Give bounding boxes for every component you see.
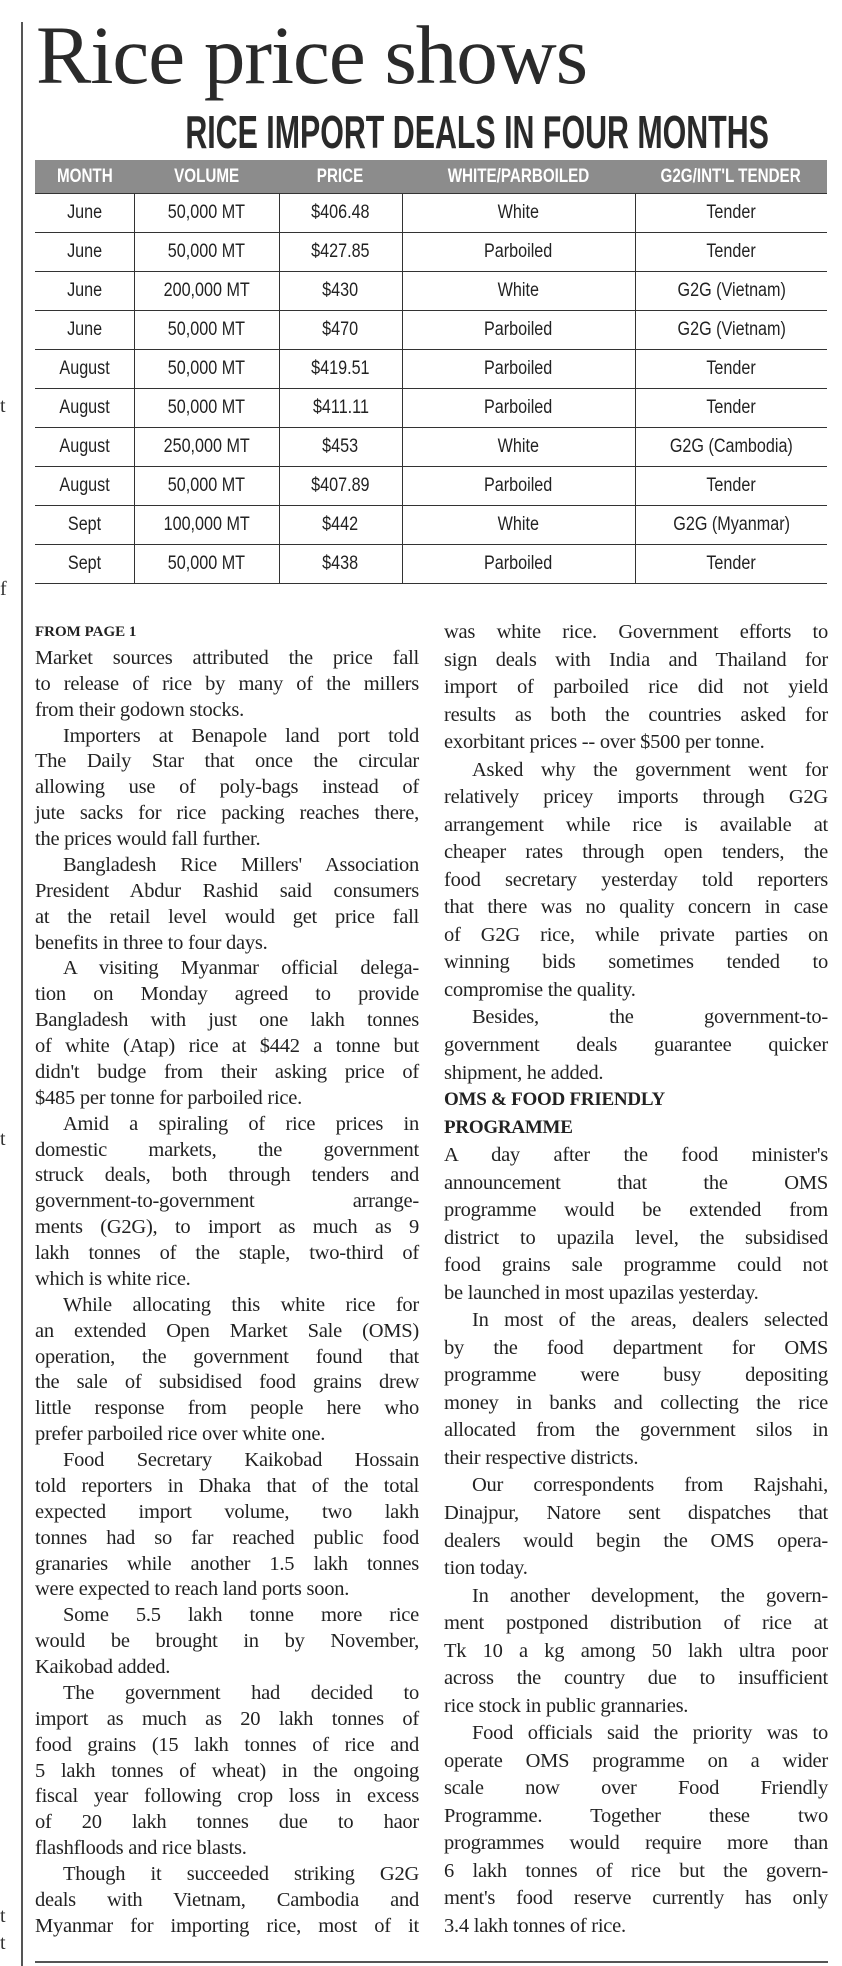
table-cell [279,467,402,506]
paragraph-line: across the country due to insufficient [444,1667,828,1690]
table-title: RICE IMPORT DEALS IN FOUR MONTHS [185,106,769,158]
table-cell [35,272,134,311]
cell-text: $453 [322,436,359,457]
table-cell [635,194,827,233]
paragraph-line: Food officials said the priority was to [472,1722,828,1745]
table-row [35,194,827,233]
paragraph-line: sign deals with India and Thailand for [444,648,828,671]
cell-text: June [66,319,102,340]
paragraph-line: the prices would fall further. [35,828,261,850]
paragraph-line: was white rice. Government efforts to [444,621,828,643]
column-header-label: WHITE/PARBOILED [447,165,590,187]
paragraph-line: of G2G rice, while private parties on [444,923,828,946]
table-title-wrap [35,108,827,156]
subheading-line: OMS & FOOD FRIENDLY [444,1089,665,1111]
table-header-row [35,160,827,194]
cell-text: $406.48 [311,202,370,223]
cell-text: Parboiled [484,553,553,574]
paragraph-line: $485 per tonne for parboiled rice. [35,1086,303,1109]
column-header [134,160,279,194]
paragraph-line: from their godown stocks. [35,698,244,721]
cell-text: Tender [706,397,756,418]
paragraph-line: Though it succeeded striking G2G [63,1863,419,1885]
paragraph-line: which is white rice. [35,1267,191,1290]
paragraph-line: of white (Atap) rice at $442 a tonne but [35,1035,419,1057]
table-row [35,467,827,506]
paragraph-line: deals with Vietnam, Cambodia and [35,1888,419,1911]
cell-text: $442 [322,514,359,535]
table-cell [279,233,402,272]
paragraph-line: granaries while another 1.5 lakh tonnes [35,1552,419,1575]
paragraph-line: The Daily Star that once the circular [35,750,419,773]
headline: Rice price shows [36,9,588,101]
cell-text: Tender [706,358,756,379]
paragraph-line: jute sacks for rice packing reaches there, [35,802,419,825]
article-column-left [35,620,419,1938]
table-row [35,350,827,389]
cell-text: June [66,280,102,301]
table-row [35,389,827,428]
paragraph-line: Dinajpur, Natore sent dispatches that [444,1502,828,1524]
table-cell [635,506,827,545]
paragraph-line: Tk 10 a kg among 50 lakh ultra poor [444,1639,828,1662]
table-cell [134,389,279,428]
paragraph-line: In another development, the govern- [472,1584,828,1607]
cell-text: $470 [322,319,359,340]
table-cell [35,467,134,506]
paragraph-line: food grains sale programme could not [444,1254,828,1277]
paragraph-line: their respective districts. [444,1446,639,1469]
paragraph-line: Some 5.5 lakh tonne more rice [63,1604,419,1627]
margin-fragment: f [0,578,7,600]
table-cell [134,233,279,272]
paragraph-line: A day after the food minister's [444,1144,828,1167]
paragraph-line: government-to-government arrange- [35,1190,419,1213]
paragraph-line: Besides, the government-to- [472,1006,828,1029]
table-cell [134,428,279,467]
paragraph-line: benefits in three to four days. [35,931,268,954]
paragraph-line: food secretary yesterday told reporters [444,868,828,891]
paragraph-line: allocated from the government silos in [444,1419,828,1442]
cell-text: 250,000 MT [163,436,250,457]
paragraph-line: would be brought in by November, [35,1630,419,1653]
cell-text: $430 [322,280,359,301]
margin-fragment: t [0,1128,6,1150]
cell-text: Sept [67,553,101,574]
paragraph-line: shipment, he added. [444,1061,604,1084]
table-cell [402,545,635,584]
table-cell [134,311,279,350]
paragraph-line: The government had decided to [63,1681,419,1704]
paragraph-line: 5 lakh tonnes of wheat) in the ongoing [35,1759,419,1782]
paragraph-line: of 20 lakh tonnes due to haor [35,1811,419,1834]
cell-text: White [497,280,540,301]
margin-fragment: t [0,1905,6,1927]
paragraph-line: While allocating this white rice for [63,1293,419,1316]
table-cell [279,545,402,584]
paragraph-line: programme would be extended from [444,1199,828,1222]
paragraph-line: operation, the government found that [35,1345,419,1368]
cell-text: 200,000 MT [163,280,250,301]
paragraph-line: operate OMS programme on a wider [444,1749,828,1772]
cell-text: Tender [706,241,756,262]
paragraph-line: Our correspondents from Rajshahi, [472,1474,828,1497]
cell-text: 50,000 MT [167,553,246,574]
cell-text: $407.89 [311,475,370,496]
paragraph-line: domestic markets, the government [35,1138,419,1161]
paragraph-line: scale now over Food Friendly [444,1777,828,1800]
table-cell [279,428,402,467]
paragraph-line: ment's food reserve currently has only [444,1887,828,1910]
column-header-label: G2G/INT'L TENDER [660,165,802,187]
cell-text: August [59,436,110,457]
paragraph-line: by the food department for OMS [444,1336,828,1359]
table-row [35,428,827,467]
table-row [35,311,827,350]
table-row [35,272,827,311]
paragraph-line: cheaper rates through open tenders, the [444,841,828,864]
paragraph-line: exorbitant prices -- over $500 per tonne. [444,731,765,754]
paragraph-line: Food Secretary Kaikobad Hossain [63,1449,419,1471]
paragraph-line: tion on Monday agreed to provide [35,983,419,1006]
table-row [35,545,827,584]
cell-text: G2G (Myanmar) [672,514,790,535]
paragraph-line: import as much as 20 lakh tonnes of [35,1707,419,1730]
paragraph-line: programme were busy depositing [444,1364,828,1387]
cell-text: June [66,241,102,262]
cell-text: White [497,436,540,457]
paragraph-line: President Abdur Rashid said consumers [35,879,419,902]
paragraph-line: results as both the countries asked for [444,703,828,726]
table-cell [134,545,279,584]
table-cell [402,311,635,350]
column-border-line [21,22,23,1966]
paragraph-line: relatively pricey imports through G2G [444,786,828,809]
cell-text: Parboiled [484,475,553,496]
table-cell [635,233,827,272]
table-cell [279,350,402,389]
paragraph-line: be launched in most upazilas yesterday. [444,1281,759,1304]
paragraph-line: prefer parboiled rice over white one. [35,1423,326,1446]
paragraph-line: Asked why the government went for [472,758,828,781]
rice-import-table [35,160,827,584]
cell-text: 50,000 MT [167,358,246,379]
table-cell [35,545,134,584]
paragraph-line: Bangladesh Rice Millers' Association [63,853,419,876]
paragraph-line: the sale of subsidised food grains drew [35,1371,419,1394]
table-cell [635,350,827,389]
table-row [35,506,827,545]
cell-text: Tender [706,475,756,496]
bottom-rule [35,1961,828,1963]
cell-text: Parboiled [484,319,553,340]
table-cell [402,467,635,506]
cell-text: 50,000 MT [167,397,246,418]
paragraph-line: compromise the quality. [444,978,636,1001]
subheading-line: PROGRAMME [444,1116,573,1138]
table-cell [35,311,134,350]
paragraph-line: programmes would require more than [444,1832,828,1855]
table-cell [279,272,402,311]
cell-text: G2G (Vietnam) [677,319,786,340]
cell-text: $438 [322,553,359,574]
table-cell [635,428,827,467]
cell-text: August [59,397,110,418]
table-cell [402,389,635,428]
paragraph-line: In most of the areas, dealers selected [472,1309,828,1332]
paragraph-line: little response from people here who [35,1397,419,1420]
cell-text: 50,000 MT [167,241,246,262]
cell-text: 50,000 MT [167,319,246,340]
paragraph-line: Importers at Benapole land port told [63,724,419,747]
cell-text: 50,000 MT [167,475,246,496]
paragraph-line: an extended Open Market Sale (OMS) [35,1319,419,1342]
table-cell [635,272,827,311]
paragraph-line: Programme. Together these two [444,1804,828,1827]
paragraph-line: 6 lakh tonnes of rice but the govern- [444,1859,828,1882]
cell-text: June [66,202,102,223]
paragraph-line: arrangement while rice is available at [444,813,828,836]
paragraph-line: expected import volume, two lakh [35,1500,419,1523]
paragraph-line: fiscal year following crop loss in excess [35,1785,419,1808]
paragraph-line: ments (G2G), to import as much as 9 [35,1216,419,1239]
paragraph-line: Myanmar for importing rice, most of it [35,1914,419,1937]
cell-text: $419.51 [311,358,370,379]
jump-kicker: FROM PAGE 1 [35,624,137,640]
paragraph-line: 3.4 lakh tonnes of rice. [444,1914,626,1937]
paragraph-line: ment postponed distribution of rice at [444,1612,828,1635]
table-cell [635,545,827,584]
cell-text: White [497,514,540,535]
paragraph-line: Amid a spiraling of rice prices in [63,1112,419,1135]
table-cell [134,467,279,506]
paragraph-line: money in banks and collecting the rice [444,1391,828,1414]
cell-text: Tender [706,553,756,574]
table-body [35,194,827,584]
table-cell [279,194,402,233]
paragraph-line: A visiting Myanmar official delega- [63,957,419,980]
cell-text: G2G (Cambodia) [669,436,793,457]
cell-text: $411.11 [312,397,369,418]
paragraph-line: Kaikobad added. [35,1656,171,1678]
paragraph-line: at the retail level would get price fall [35,905,419,928]
table-cell [134,272,279,311]
paragraph-line: told reporters in Dhaka that of the total [35,1474,419,1497]
paragraph-line: tonnes had so far reached public food [35,1526,419,1549]
paragraph-line: to release of rice by many of the millers [35,672,419,695]
cell-text: August [59,475,110,496]
paragraph-line: that there was no quality concern in case [444,896,828,919]
table-cell [402,428,635,467]
table-cell [402,506,635,545]
cell-text: Parboiled [484,397,553,418]
column-header [635,160,827,194]
paragraph-line: allowing use of poly-bags instead of [35,776,419,799]
paragraph-line: food grains (15 lakh tonnes of rice and [35,1733,419,1756]
paragraph-line: flashfloods and rice blasts. [35,1837,247,1860]
column-header [279,160,402,194]
table-cell [635,467,827,506]
cell-text: G2G (Vietnam) [677,280,786,301]
column-header [35,160,134,194]
cell-text: White [497,202,540,223]
paragraph-line: struck deals, both through tenders and [35,1164,419,1187]
table-cell [35,233,134,272]
paragraph-line: lakh tonnes of the staple, two-third of [35,1242,419,1264]
paragraph-line: Market sources attributed the price fall [35,646,419,669]
article-column-right [444,620,828,1938]
paragraph-line: import of parboiled rice did not yield [444,676,828,699]
margin-fragment: t [0,395,6,417]
table-cell [402,194,635,233]
table-cell [402,272,635,311]
table-cell [35,350,134,389]
table-cell [134,194,279,233]
table-cell [402,350,635,389]
cell-text: $427.85 [311,241,370,262]
table-cell [134,506,279,545]
paragraph-line: tion today. [444,1557,528,1580]
margin-fragment: t [0,1932,6,1954]
cell-text: Sept [67,514,101,535]
table-cell [134,350,279,389]
table-cell [35,506,134,545]
table-cell [35,194,134,233]
table-cell [402,233,635,272]
table-cell [279,389,402,428]
table-cell [279,506,402,545]
paragraph-line: were expected to reach land ports soon. [35,1578,350,1601]
cell-text: 100,000 MT [163,514,250,535]
paragraph-line: winning bids sometimes tended to [444,951,828,974]
paragraph-line: government deals guarantee quicker [444,1033,828,1056]
table-cell [635,311,827,350]
cell-text: Parboiled [484,241,553,262]
cell-text: Tender [706,202,756,223]
paragraph-line: announcement that the OMS [444,1171,828,1194]
cell-text: Parboiled [484,358,553,379]
table-cell [635,389,827,428]
column-header-label: PRICE [317,165,364,187]
paragraph-line: district to upazila level, the subsidised [444,1226,828,1249]
cell-text: 50,000 MT [167,202,246,223]
cell-text: August [59,358,110,379]
paragraph-line: Bangladesh with just one lakh tonnes [35,1009,419,1032]
paragraph-line: didn't budge from their asking price of [35,1060,419,1083]
column-header-label: MONTH [56,165,113,187]
column-header [402,160,635,194]
paragraph-line: dealers would begin the OMS opera- [444,1529,828,1552]
paragraph-line: rice stock in public grannaries. [444,1694,689,1717]
table-cell [35,428,134,467]
table-cell [279,311,402,350]
table-cell [35,389,134,428]
column-header-label: VOLUME [173,165,240,187]
table-row [35,233,827,272]
